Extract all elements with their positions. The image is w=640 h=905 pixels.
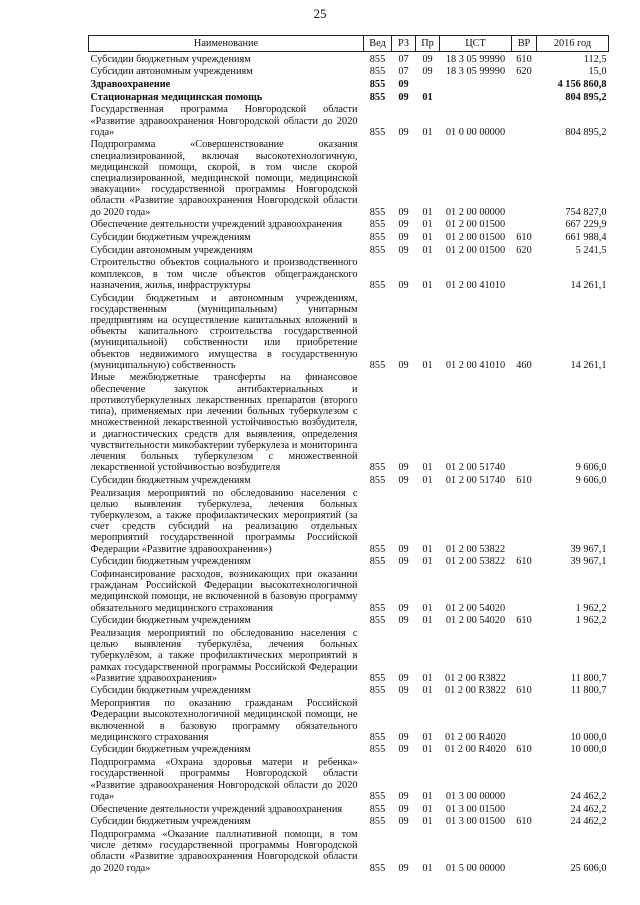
table-row bbox=[89, 256, 609, 291]
cell-ved: 855 bbox=[369, 232, 386, 244]
cell-rz: 09 bbox=[398, 556, 409, 568]
column-header-pr: Пр bbox=[416, 36, 440, 52]
cell-pr: 01 bbox=[422, 359, 433, 371]
cell-pr: 01 bbox=[422, 279, 433, 291]
cell-pr: 01 bbox=[422, 543, 433, 555]
cell-cst: 01 3 00 01500 bbox=[445, 816, 506, 828]
column-header-name: Наименование bbox=[89, 36, 364, 52]
cell-ved: 855 bbox=[369, 543, 386, 555]
cell-rz: 09 bbox=[398, 279, 409, 291]
cell-vr bbox=[512, 827, 537, 873]
table-row bbox=[89, 827, 609, 873]
cell-ved: 855 bbox=[369, 206, 386, 218]
cell-sum: 11 800,7 bbox=[570, 685, 607, 697]
cell-rz: 07 bbox=[398, 66, 409, 78]
cell-name: Стационарная медицинская помощь bbox=[90, 91, 263, 103]
cell-name: Иные межбюджетные трансферты на финансовое обеспечение закупок антибактериальных и противотуберкулезных лекарственных препаратов (второго типа), применяемых при лечении больных туберкулезом с множественной лекарственной устойчивостью возбудителя, и диагностических средств для выявления, определения чувствительности микобактерии туберкулеза и мониторинга лечения больных туберкулезом с множественной лекарственной устойчивостью возбудителя bbox=[90, 372, 358, 474]
cell-cst: 01 2 00 R4020 bbox=[445, 744, 506, 756]
column-header-rz: РЗ bbox=[392, 36, 416, 52]
cell-cst: 01 5 00 00000 bbox=[445, 862, 506, 874]
cell-ved: 855 bbox=[369, 91, 386, 103]
page-number: 25 bbox=[313, 6, 327, 21]
cell-vr: 610 bbox=[516, 556, 532, 568]
cell-vr bbox=[512, 802, 537, 815]
cell-cst: 18 3 05 99990 bbox=[445, 53, 506, 65]
cell-vr: 620 bbox=[516, 66, 532, 78]
cell-ved: 855 bbox=[369, 244, 386, 256]
cell-cst: 01 2 00 R4020 bbox=[445, 731, 506, 743]
cell-name: Субсидии бюджетным учреждениям bbox=[90, 556, 251, 568]
cell-cst: 01 2 00 51740 bbox=[445, 462, 506, 474]
table-header bbox=[89, 36, 609, 52]
cell-sum: 667 229,9 bbox=[565, 219, 607, 231]
cell-name: Субсидии бюджетным учреждениям bbox=[90, 744, 251, 756]
cell-vr: 610 bbox=[516, 232, 532, 244]
cell-rz: 09 bbox=[398, 232, 409, 244]
cell-cst: 18 3 05 99990 bbox=[445, 66, 506, 78]
cell-sum: 14 261,1 bbox=[570, 359, 607, 371]
cell-name: Субсидии бюджетным учреждениям bbox=[90, 615, 251, 627]
cell-vr: 620 bbox=[516, 244, 532, 256]
cell-cst: 01 2 00 41010 bbox=[445, 279, 506, 291]
cell-ved: 855 bbox=[369, 359, 386, 371]
cell-rz: 09 bbox=[398, 602, 409, 614]
column-header-year: 2016 год bbox=[537, 36, 609, 52]
cell-ved: 855 bbox=[369, 803, 386, 815]
cell-cst: 01 2 00 41010 bbox=[445, 359, 506, 371]
cell-name: Субсидии бюджетным учреждениям bbox=[90, 685, 251, 697]
cell-rz: 09 bbox=[398, 731, 409, 743]
cell-vr bbox=[512, 486, 537, 555]
cell-pr: 01 bbox=[422, 244, 433, 256]
cell-rz: 09 bbox=[398, 685, 409, 697]
cell-name: Здравоохранение bbox=[90, 78, 171, 90]
column-header-ved: Вед bbox=[364, 36, 392, 52]
cell-sum: 1 962,2 bbox=[575, 615, 607, 627]
table-row bbox=[89, 52, 609, 65]
cell-sum: 4 156 860,8 bbox=[557, 78, 607, 90]
cell-pr: 01 bbox=[422, 685, 433, 697]
cell-rz: 09 bbox=[398, 803, 409, 815]
cell-sum: 24 462,2 bbox=[570, 816, 607, 828]
cell-vr: 460 bbox=[516, 359, 532, 371]
cell-rz: 09 bbox=[398, 206, 409, 218]
cell-cst: 01 2 00 01500 bbox=[445, 219, 506, 231]
cell-name: Софинансирование расходов, возникающих при оказании гражданам Российской Федерации высокотехнологичной медицинской помощи, не включенной в базовую программу обязательного медицинского страхования bbox=[90, 568, 358, 614]
cell-rz: 09 bbox=[398, 862, 409, 874]
cell-rz: 09 bbox=[398, 543, 409, 555]
cell-sum: 39 967,1 bbox=[570, 543, 607, 555]
cell-sum: 39 967,1 bbox=[570, 556, 607, 568]
table-row bbox=[89, 90, 609, 103]
cell-rz: 09 bbox=[398, 359, 409, 371]
cell-cst: 01 3 00 01500 bbox=[445, 803, 506, 815]
table-row bbox=[89, 243, 609, 256]
cell-name: Обеспечение деятельности учреждений здравоохранения bbox=[90, 219, 343, 231]
cell-sum: 11 800,7 bbox=[570, 672, 607, 684]
table-row bbox=[89, 697, 609, 743]
cell-ved: 855 bbox=[369, 53, 386, 65]
cell-name: Субсидии автономным учреждениям bbox=[90, 66, 253, 78]
column-header-cst: ЦСТ bbox=[440, 36, 512, 52]
cell-vr bbox=[512, 218, 537, 231]
cell-vr: 610 bbox=[516, 744, 532, 756]
cell-pr: 01 bbox=[422, 91, 433, 103]
table-row bbox=[89, 291, 609, 371]
cell-cst: 01 2 00 R3822 bbox=[445, 672, 506, 684]
cell-name: Субсидии бюджетным и автономным учреждениям, государственным (муниципальным) унитарным предприятиям на осуществление капитальных вложений в объекты капитального строительства государственной (муниципальной) собственности или приобретение объектов недвижимого имущества в государственную (муниципальную) собственность bbox=[90, 292, 358, 371]
cell-ved: 855 bbox=[369, 816, 386, 828]
cell-cst: 01 2 00 54020 bbox=[445, 602, 506, 614]
cell-rz: 09 bbox=[398, 474, 409, 486]
cell-sum: 5 241,5 bbox=[575, 244, 607, 256]
table-row bbox=[89, 743, 609, 756]
table-row bbox=[89, 218, 609, 231]
table-row bbox=[89, 103, 609, 138]
cell-vr bbox=[512, 90, 537, 103]
cell-sum: 9 606,0 bbox=[575, 462, 607, 474]
cell-cst: 01 2 00 R3822 bbox=[445, 685, 506, 697]
cell-pr: 01 bbox=[422, 816, 433, 828]
cell-vr bbox=[512, 756, 537, 802]
cell-cst bbox=[440, 77, 512, 90]
cell-rz: 09 bbox=[398, 219, 409, 231]
cell-rz: 09 bbox=[398, 615, 409, 627]
cell-ved: 855 bbox=[369, 615, 386, 627]
table-row bbox=[89, 626, 609, 684]
cell-name: Подпрограмма «Оказание паллиативной помощи, в том числе детям» государственной программы Новгородской области «Развитие здравоохранения Новгородской области до 2020 года» bbox=[90, 828, 358, 874]
cell-vr: 610 bbox=[516, 53, 532, 65]
table-row bbox=[89, 815, 609, 828]
cell-pr: 01 bbox=[422, 462, 433, 474]
cell-rz: 09 bbox=[398, 790, 409, 802]
cell-pr bbox=[416, 77, 440, 90]
cell-sum: 754 827,0 bbox=[565, 206, 607, 218]
cell-rz: 09 bbox=[398, 244, 409, 256]
table-row bbox=[89, 684, 609, 697]
cell-cst: 01 2 00 01500 bbox=[445, 232, 506, 244]
cell-vr: 610 bbox=[516, 816, 532, 828]
cell-ved: 855 bbox=[369, 474, 386, 486]
cell-ved: 855 bbox=[369, 672, 386, 684]
cell-cst bbox=[440, 90, 512, 103]
cell-pr: 01 bbox=[422, 556, 433, 568]
cell-name: Реализация мероприятий по обследованию населения с целью выявления туберкулеза, лечения больных туберкулезом, а также профилактических мероприятий (за счет средств субсидий на реализацию отдельных мероприятий государственной программы Российской Федерации «Развитие здравоохранения») bbox=[90, 487, 358, 555]
cell-rz: 09 bbox=[398, 78, 409, 90]
cell-rz: 09 bbox=[398, 91, 409, 103]
table-row bbox=[89, 614, 609, 627]
cell-ved: 855 bbox=[369, 556, 386, 568]
cell-pr: 01 bbox=[422, 474, 433, 486]
cell-pr: 09 bbox=[422, 66, 433, 78]
cell-name: Обеспечение деятельности учреждений здравоохранения bbox=[90, 803, 343, 815]
cell-name: Субсидии бюджетным учреждениям bbox=[90, 816, 251, 828]
cell-cst: 01 2 00 53822 bbox=[445, 556, 506, 568]
cell-rz: 09 bbox=[398, 816, 409, 828]
cell-pr: 01 bbox=[422, 602, 433, 614]
cell-pr: 01 bbox=[422, 126, 433, 138]
cell-pr: 09 bbox=[422, 53, 433, 65]
table-row bbox=[89, 756, 609, 802]
cell-ved: 855 bbox=[369, 744, 386, 756]
cell-name: Реализация мероприятий по обследованию населения с целью выявления туберкулёза, лечения больных туберкулёзом, а также профилактических мероприятий в рамках государственной программы Российской Федерации «Развитие здравоохранения» bbox=[90, 627, 358, 684]
cell-rz: 07 bbox=[398, 53, 409, 65]
cell-ved: 855 bbox=[369, 731, 386, 743]
cell-pr: 01 bbox=[422, 790, 433, 802]
cell-cst: 01 0 00 00000 bbox=[445, 126, 506, 138]
table-row bbox=[89, 473, 609, 486]
cell-pr: 01 bbox=[422, 206, 433, 218]
cell-cst: 01 3 00 00000 bbox=[445, 790, 506, 802]
cell-rz: 09 bbox=[398, 744, 409, 756]
table-row bbox=[89, 77, 609, 90]
table-row bbox=[89, 371, 609, 473]
budget-table bbox=[88, 35, 609, 874]
cell-sum: 804 895,2 bbox=[565, 126, 607, 138]
cell-sum: 112,5 bbox=[583, 53, 607, 65]
cell-pr: 01 bbox=[422, 862, 433, 874]
cell-ved: 855 bbox=[369, 462, 386, 474]
cell-ved: 855 bbox=[369, 790, 386, 802]
cell-ved: 855 bbox=[369, 78, 386, 90]
cell-vr bbox=[512, 697, 537, 743]
cell-cst: 01 2 00 01500 bbox=[445, 244, 506, 256]
table-row bbox=[89, 567, 609, 613]
cell-sum: 14 261,1 bbox=[570, 279, 607, 291]
cell-vr: 610 bbox=[516, 615, 532, 627]
cell-cst: 01 2 00 00000 bbox=[445, 206, 506, 218]
cell-name: Субсидии бюджетным учреждениям bbox=[90, 53, 251, 65]
cell-cst: 01 2 00 54020 bbox=[445, 615, 506, 627]
cell-name: Подпрограмма «Охрана здоровья матери и ребенка» государственной программы Новгородской области «Развитие здравоохранения Новгородской области до 2020 года» bbox=[90, 757, 358, 802]
cell-vr bbox=[512, 371, 537, 473]
cell-pr: 01 bbox=[422, 803, 433, 815]
cell-vr bbox=[512, 103, 537, 138]
cell-ved: 855 bbox=[369, 126, 386, 138]
cell-sum: 1 962,2 bbox=[575, 602, 607, 614]
cell-vr bbox=[512, 567, 537, 613]
cell-ved: 855 bbox=[369, 685, 386, 697]
cell-pr: 01 bbox=[422, 731, 433, 743]
cell-sum: 24 462,2 bbox=[570, 790, 607, 802]
cell-rz: 09 bbox=[398, 672, 409, 684]
cell-sum: 804 895,2 bbox=[565, 91, 607, 103]
cell-sum: 661 988,4 bbox=[565, 232, 607, 244]
cell-pr: 01 bbox=[422, 672, 433, 684]
cell-pr: 01 bbox=[422, 219, 433, 231]
cell-name: Государственная программа Новгородской области «Развитие здравоохранения Новгородской области до 2020 года» bbox=[90, 104, 358, 138]
column-header-vr: ВР bbox=[512, 36, 537, 52]
cell-vr bbox=[512, 77, 537, 90]
cell-name: Субсидии автономным учреждениям bbox=[90, 244, 253, 256]
cell-ved: 855 bbox=[369, 279, 386, 291]
cell-sum: 9 606,0 bbox=[575, 474, 607, 486]
table-row bbox=[89, 802, 609, 815]
cell-ved: 855 bbox=[369, 66, 386, 78]
cell-ved: 855 bbox=[369, 219, 386, 231]
cell-sum: 10 000,0 bbox=[570, 731, 607, 743]
cell-cst: 01 2 00 51740 bbox=[445, 474, 506, 486]
cell-rz: 09 bbox=[398, 462, 409, 474]
cell-sum: 15,0 bbox=[588, 66, 607, 78]
cell-vr bbox=[512, 626, 537, 684]
cell-sum: 24 462,2 bbox=[570, 803, 607, 815]
cell-ved: 855 bbox=[369, 862, 386, 874]
cell-vr bbox=[512, 256, 537, 291]
cell-vr: 610 bbox=[516, 474, 532, 486]
cell-name: Подпрограмма «Совершенствование оказания специализированной, включая высокотехнологичную, медицинской помощи, скорой, в том числе скорой специализированной, медицинской помощи, медицинской эвакуации» государственной программы Новгородской области «Развитие здравоохранения Новгородской области до 2020 года» bbox=[90, 139, 358, 218]
cell-name: Мероприятия по оказанию гражданам Российской Федерации высокотехнологичной медицинской помощи, не включенной в базовую программу обязательного медицинского страхования bbox=[90, 698, 358, 743]
cell-ved: 855 bbox=[369, 602, 386, 614]
table-row bbox=[89, 486, 609, 555]
cell-vr bbox=[512, 138, 537, 218]
table-row bbox=[89, 555, 609, 568]
cell-name: Субсидии бюджетным учреждениям bbox=[90, 474, 251, 486]
cell-name: Субсидии бюджетным учреждениям bbox=[90, 232, 251, 244]
table-row bbox=[89, 138, 609, 218]
cell-pr: 01 bbox=[422, 232, 433, 244]
table-body bbox=[89, 52, 609, 874]
cell-rz: 09 bbox=[398, 126, 409, 138]
cell-cst: 01 2 00 53822 bbox=[445, 543, 506, 555]
cell-sum: 25 606,0 bbox=[570, 862, 607, 874]
cell-sum: 10 000,0 bbox=[570, 744, 607, 756]
table-row bbox=[89, 65, 609, 78]
cell-pr: 01 bbox=[422, 744, 433, 756]
cell-name: Строительство объектов социального и производственного комплексов, в том числе объектов общегражданского назначения, жилья, инфраструктуры bbox=[90, 257, 358, 291]
cell-pr: 01 bbox=[422, 615, 433, 627]
table-row bbox=[89, 231, 609, 244]
cell-vr: 610 bbox=[516, 685, 532, 697]
